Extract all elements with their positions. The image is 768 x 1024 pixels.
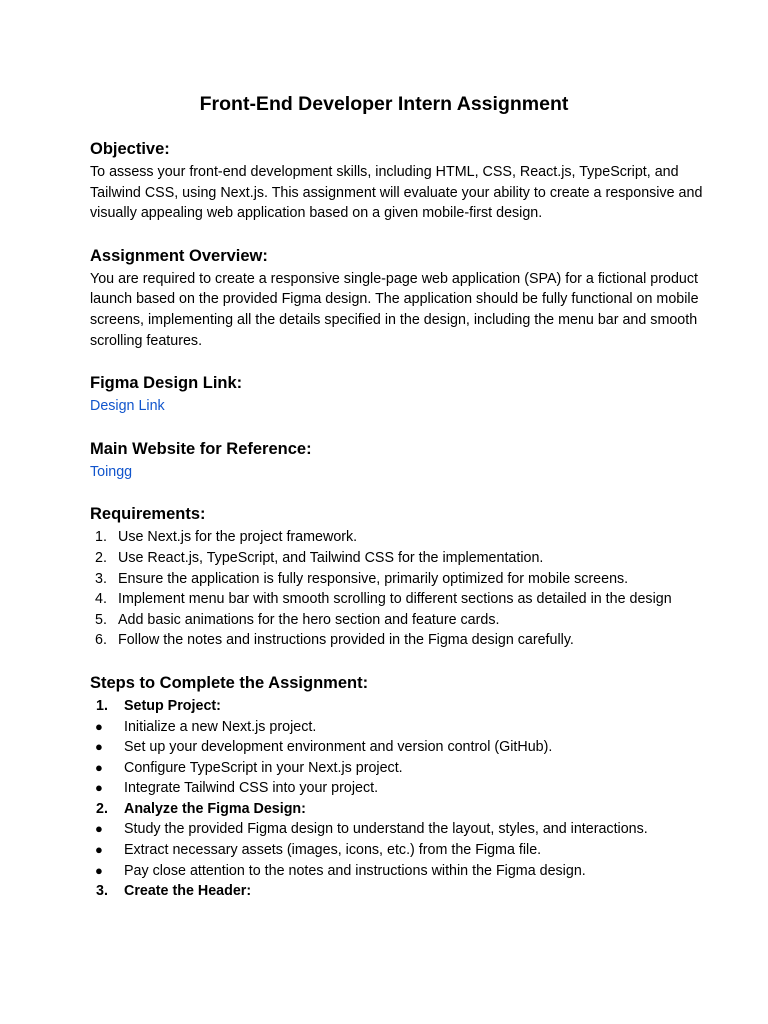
reference-website-link[interactable]: Toingg — [90, 463, 133, 480]
bullet-item — [90, 778, 720, 799]
list-item — [90, 548, 720, 569]
reference-heading: Main Website for Reference: — [90, 439, 312, 458]
list-item — [90, 630, 720, 651]
bullet-item — [90, 819, 720, 840]
requirements-list — [90, 527, 720, 651]
bullet-item-text: Extract necessary assets (images, icons, etc.) from the Figma file. — [124, 842, 542, 859]
reference-section — [90, 439, 720, 483]
list-item-text: Use React.js, TypeScript, and Tailwind CSS for the implementation. — [118, 549, 544, 566]
steps-list — [90, 696, 720, 902]
list-item-text: Use Next.js for the project framework. — [118, 529, 358, 546]
bullet-item-text: Integrate Tailwind CSS into your project. — [124, 780, 379, 797]
bullet-item — [90, 737, 720, 758]
bullet-item-text: Study the provided Figma design to understand the layout, styles, and interactions. — [124, 821, 648, 838]
overview-section — [90, 246, 720, 351]
list-item — [90, 527, 720, 548]
steps-heading: Steps to Complete the Assignment: — [90, 673, 369, 692]
figma-section — [90, 373, 720, 417]
requirements-heading: Requirements: — [90, 505, 206, 524]
bullet-item — [90, 861, 720, 882]
list-number: 5. — [95, 611, 107, 628]
list-number: 1. — [95, 529, 107, 546]
bullet-item-text: Set up your development environment and version control (GitHub). — [124, 739, 553, 756]
bullet-icon: ● — [95, 718, 103, 734]
list-item — [90, 589, 720, 610]
bullet-item — [90, 758, 720, 779]
bullet-icon: ● — [95, 759, 103, 775]
bullet-icon: ● — [95, 842, 103, 858]
overview-text: You are required to create a responsive single-page web application (SPA) for a fictional product launch based on the provided Figma design. The application should be fully functional on mobile screens, implementing all the details specified in the design, including the menu bar and smooth scrolling features. — [90, 270, 699, 349]
bullet-item-text: Pay close attention to the notes and instructions within the Figma design. — [124, 862, 586, 879]
list-item — [90, 569, 720, 590]
step-number: 2. — [96, 800, 108, 817]
bullet-item — [90, 840, 720, 861]
bullet-icon: ● — [95, 862, 103, 878]
list-number: 6. — [95, 632, 107, 649]
step-heading-text: Analyze the Figma Design: — [124, 800, 306, 817]
step-number: 1. — [96, 697, 108, 714]
list-item-text: Add basic animations for the hero section and feature cards. — [118, 611, 500, 628]
bullet-item — [90, 717, 720, 738]
list-number: 3. — [95, 570, 107, 587]
step-number: 3. — [96, 883, 108, 900]
list-item-text: Ensure the application is fully responsive, primarily optimized for mobile screens. — [118, 570, 629, 587]
overview-heading: Assignment Overview: — [90, 246, 268, 265]
step-heading-text: Setup Project: — [124, 697, 221, 714]
bullet-icon: ● — [95, 780, 103, 796]
requirements-section — [90, 504, 720, 651]
objective-section — [90, 139, 720, 224]
step-heading-item — [90, 881, 720, 902]
list-number: 4. — [95, 591, 107, 608]
figma-heading: Figma Design Link: — [90, 374, 243, 393]
objective-heading: Objective: — [90, 140, 170, 158]
bullet-item-text: Initialize a new Next.js project. — [124, 718, 317, 735]
list-number: 2. — [95, 549, 107, 566]
list-item-text: Implement menu bar with smooth scrolling to different sections as detailed in the design — [118, 591, 672, 608]
step-heading-text: Create the Header: — [124, 883, 252, 900]
steps-section — [90, 673, 720, 902]
step-heading-item — [90, 799, 720, 820]
step-heading-item — [90, 696, 720, 717]
document-title: Front-End Developer Intern Assignment — [199, 93, 569, 115]
objective-text: To assess your front-end development skills, including HTML, CSS, React.js, TypeScript, and Tailwind CSS, using Next.js. This assignment will evaluate your ability to create a responsive and visually appealing web application based on a given mobile-first design. — [90, 164, 703, 222]
bullet-item-text: Configure TypeScript in your Next.js project. — [124, 759, 403, 776]
bullet-icon: ● — [95, 739, 103, 755]
figma-design-link[interactable]: Design Link — [90, 398, 165, 415]
list-item-text: Follow the notes and instructions provided in the Figma design carefully. — [118, 632, 574, 649]
list-item — [90, 610, 720, 631]
bullet-icon: ● — [95, 821, 103, 837]
